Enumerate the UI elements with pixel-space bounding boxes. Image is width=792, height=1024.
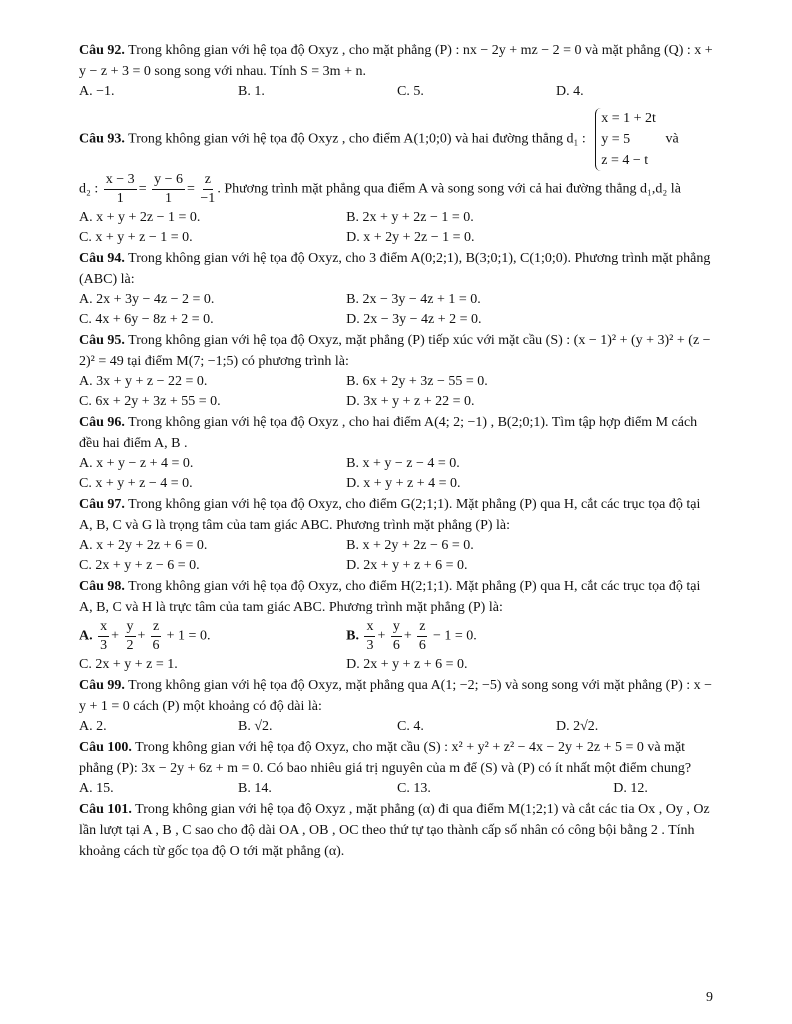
question-text: Trong không gian với hệ tọa độ Oxyz, mặt phẳng qua A(1; −2; −5) và song song với mặt phẳng (P) : x − y + 1 = 0 cách (P) một khoảng có độ dài là: [79,678,713,714]
fraction: $\frac{x}{3}$ [100,619,108,653]
option-tail: − 1 = 0. [432,628,477,644]
option-c[interactable]: C. 2x + y + z = 1. [79,657,178,672]
question-text: Trong không gian với hệ tọa độ Oxyz, cho điểm G(2;1;1). Mặt phẳng (P) qua H, cắt các trục tọa độ tại A, B, C và G là trọng tâm của tam giác ABC. Phương trình mặt phẳng (P) là: [79,497,701,533]
option-b[interactable]: B. 14. [238,781,272,796]
option-d[interactable]: D. 2√2. [556,719,599,734]
option-b[interactable]: B. 2x + y + 2z − 1 = 0. [346,210,474,225]
answer-options [79,717,715,737]
answer-options [79,474,715,494]
option-label: A. [79,628,93,644]
option-d[interactable]: D. x + 2y + 2z − 1 = 0. [346,230,475,245]
answer-options [79,82,715,102]
answer-options [79,556,715,576]
option-d[interactable]: D. 12. [613,781,648,796]
answer-options [79,228,715,248]
answer-options [79,310,715,330]
option-a[interactable]: A. 2. [79,719,107,734]
option-c[interactable]: C. 2x + y + z − 6 = 0. [79,558,200,573]
question-98 [79,576,715,675]
system-eq-3: z = 4 − t [601,153,649,168]
system-eq-1: x = 1 + 2t [601,111,656,126]
option-b[interactable]: B. x + 2y + 2z − 6 = 0. [346,538,474,553]
question-label: Câu 95. [79,333,125,348]
option-a[interactable]: A. x + y − z + 4 = 0. [79,456,194,471]
option-c[interactable]: C. 5. [397,84,424,99]
fraction: $\frac{y}{6}$ [392,619,400,653]
answer-options [79,779,715,799]
option-d[interactable]: D. x + y + z + 4 = 0. [346,476,461,491]
option-c[interactable]: C. 13. [397,781,431,796]
answer-options [79,655,715,675]
option-b[interactable]: B. 2x − 3y − 4z + 1 = 0. [346,292,481,307]
question-label: Câu 93. [79,131,125,147]
question-text: Trong không gian với hệ tọa độ Oxyz, mặt phẳng (P) tiếp xúc với mặt cầu (S) : (x − 1)² + (y + 3)² + (z − 2)² = 49 tại điểm M(7; −1;5) có phương trình là: [79,333,711,369]
option-a[interactable]: A. 15. [79,781,114,796]
document-page [79,40,715,862]
question-label: Câu 94. [79,251,125,266]
answer-options [79,618,715,655]
question-text: Trong không gian với hệ tọa độ Oxyz , mặt phẳng (α) đi qua điểm M(1;2;1) và cắt các tia Ox , Oy , Oz lần lượt tại A , B , C sao cho độ dài OA , OB , OC theo thứ tự tạo thành cấp số nhân có công bội bằng 2 . Tính khoảng cách từ gốc tọa độ O tới mặt phẳng (α). [79,802,710,859]
answer-options [79,392,715,412]
fraction: $\frac{y}{2}$ [126,619,134,653]
fraction: $\frac{x}{3}$ [366,619,374,653]
fraction: $\frac{z}{-1}$ [200,172,216,206]
question-97 [79,494,715,576]
question-label: Câu 97. [79,497,125,512]
question-label: Câu 100. [79,740,132,755]
option-a[interactable]: A. 2x + 3y − 4z − 2 = 0. [79,292,215,307]
question-text: Trong không gian với hệ tọa độ Oxyz , cho hai điểm A(4; 2; −1) , B(2;0;1). Tìm tập hợp điểm M cách đều hai điểm A, B . [79,415,698,451]
option-tail: + 1 = 0. [166,628,211,644]
answer-options [79,454,715,474]
question-101 [79,799,715,862]
question-label: Câu 98. [79,579,125,594]
option-b[interactable]: B. $\frac{x}{3}$ + $\frac{y}{6}$ + $\frac{z}{6}$ − 1 = 0. [346,619,477,653]
option-a[interactable]: A. 3x + y + z − 22 = 0. [79,374,208,389]
answer-options [79,208,715,228]
answer-options [79,290,715,310]
answer-options [79,536,715,556]
option-b[interactable]: B. x + y − z − 4 = 0. [346,456,460,471]
fraction: $\frac{x - 3}{1}$ [105,172,135,206]
option-a[interactable]: A. x + y + 2z − 1 = 0. [79,210,201,225]
option-b[interactable]: B. 6x + 2y + 3z − 55 = 0. [346,374,488,389]
question-text: Trong không gian với hệ tọa độ Oxyz, cho mặt cầu (S) : x² + y² + z² − 4x − 2y + 2z + 5 = 0 và mặt phẳng (P): 3x − 2y + 6z + m = 0. Có bao nhiêu giá trị nguyên của m để (S) và (P) có ít nhất một điểm chung? [79,740,692,776]
option-a[interactable]: A. $\frac{x}{3}$ + $\frac{y}{2}$ + $\frac{z}{6}$ + 1 = 0. [79,619,211,653]
line-d2-label: d₂ : [79,181,99,197]
question-text-cont: . Phương trình mặt phẳng qua điểm A và song song với cả hai đường thẳng d₁,d₂ là [217,181,681,197]
option-d[interactable]: D. 2x + y + z + 6 = 0. [346,657,468,672]
option-b[interactable]: B. √2. [238,719,273,734]
option-c[interactable]: C. 4x + 6y − 8z + 2 = 0. [79,312,214,327]
question-text: Trong không gian với hệ tọa độ Oxyz , cho điểm A(1;0;0) và hai đường thẳng d₁ : [128,131,586,147]
option-d[interactable]: D. 2x − 3y − 4z + 2 = 0. [346,312,482,327]
question-label: Câu 92. [79,43,125,58]
option-c[interactable]: C. x + y + z − 1 = 0. [79,230,193,245]
fraction: $\frac{y - 6}{1}$ [154,172,183,206]
question-93: Câu 93. Trong không gian với hệ tọa độ Oxyz , cho điểm A(1;0;0) và hai đường thẳng d₁ : x = 1 + 2t y = 5 z = 4 − t và d₂ : $\frac{x - 3}{1}$ = $\frac{y - 6}{1}$ = $\frac{z}{-1}$ . Phương trình mặt phẳng qua điểm A và song song với cả hai đường thẳng d₁,d₂ là A. x + y + 2z − 1 = 0. B. 2x + y + 2z − 1 = 0. C. x + y + z − 1 = 0. D. x + 2y + 2z − 1 = 0. [79,108,715,248]
option-label: B. [346,628,359,644]
question-95 [79,330,715,412]
question-text: Trong không gian với hệ tọa độ Oxyz , cho mặt phẳng (P) : nx − 2y + mz − 2 = 0 và mặt phẳng (Q) : x + y − z + 3 = 0 song song với nhau. Tính S = 3m + n. [79,43,713,79]
option-d[interactable]: D. 4. [556,84,584,99]
line-d1-system [595,108,656,171]
question-text: Trong không gian với hệ tọa độ Oxyz, cho 3 điểm A(0;2;1), B(3;0;1), C(1;0;0). Phương trình mặt phẳng (ABC) là: [79,251,711,287]
option-d[interactable]: D. 3x + y + z + 22 = 0. [346,394,475,409]
option-a[interactable]: A. −1. [79,84,115,99]
system-eq-2: y = 5 [601,132,631,147]
option-c[interactable]: C. 4. [397,719,424,734]
option-c[interactable]: C. x + y + z − 4 = 0. [79,476,193,491]
answer-options [79,372,715,392]
question-100 [79,737,715,799]
fraction: $\frac{z}{6}$ [152,619,160,653]
option-d[interactable]: D. 2x + y + z + 6 = 0. [346,558,468,573]
question-96 [79,412,715,494]
question-label: Câu 99. [79,678,125,693]
question-99 [79,675,715,737]
option-c[interactable]: C. 6x + 2y + 3z + 55 = 0. [79,394,221,409]
question-label: Câu 101. [79,802,132,817]
option-a[interactable]: A. x + 2y + 2z + 6 = 0. [79,538,208,553]
page-number: 9 [706,990,713,1005]
question-92 [79,40,715,102]
question-label: Câu 96. [79,415,125,430]
fraction: $\frac{z}{6}$ [418,619,426,653]
question-text-cont: và [665,131,679,147]
option-b[interactable]: B. 1. [238,84,265,99]
question-text: Trong không gian với hệ tọa độ Oxyz, cho điểm H(2;1;1). Mặt phẳng (P) qua H, cắt các trục tọa độ tại A, B, C và H là trực tâm của tam giác ABC. Phương trình mặt phẳng (P) là: [79,579,701,615]
question-94 [79,248,715,330]
